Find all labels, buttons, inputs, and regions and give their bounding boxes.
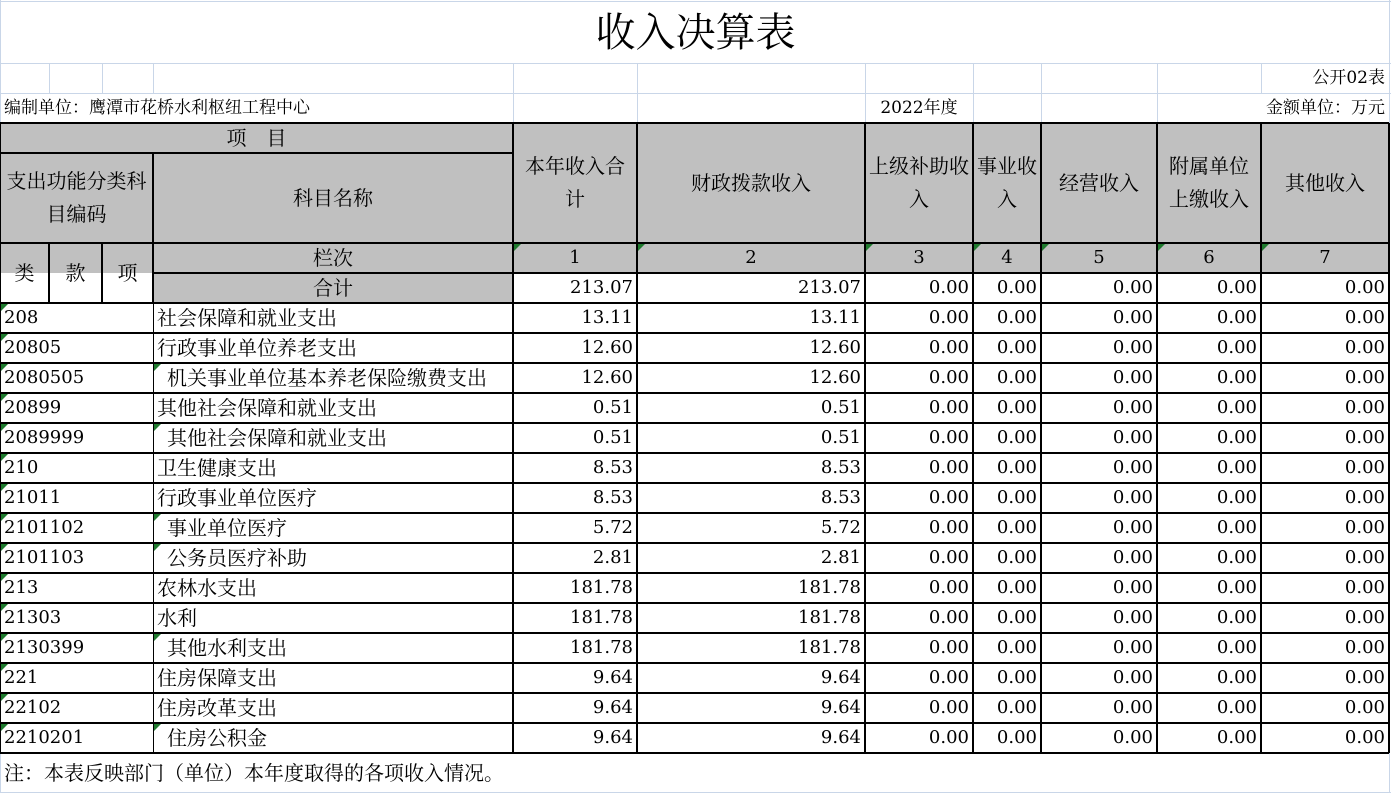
cell-marker-icon [1, 304, 8, 311]
row-value: 0.00 [1216, 607, 1257, 629]
row-value: 0.00 [1216, 697, 1257, 719]
row-value: 0.00 [1112, 577, 1153, 599]
row-value: 0.00 [1344, 697, 1385, 719]
cell-marker-icon [1, 394, 8, 401]
row-value: 0.00 [928, 577, 969, 599]
row-subject-name: 机关事业单位基本养老保险缴费支出 [167, 366, 487, 390]
row-value: 0.00 [1216, 547, 1257, 569]
header-fiscal-appropriation: 财政拨款收入 [691, 170, 811, 195]
row-value: 0.00 [996, 517, 1037, 539]
row-value: 12.60 [581, 337, 633, 359]
total-value: 213.07 [798, 277, 861, 299]
row-value: 181.78 [798, 577, 861, 599]
row-value: 0.00 [1112, 307, 1153, 329]
row-value: 0.00 [1344, 307, 1385, 329]
row-value: 0.00 [1344, 337, 1385, 359]
total-value: 0.00 [1216, 277, 1257, 299]
row-value: 12.60 [809, 367, 861, 389]
row-value: 12.60 [581, 367, 633, 389]
page-title: 收入决算表 [595, 9, 796, 56]
cell-marker-icon [1, 574, 8, 581]
cell-marker-icon [154, 424, 161, 431]
row-value: 9.64 [820, 667, 861, 689]
row-subject-name: 卫生健康支出 [157, 456, 277, 480]
row-value: 0.00 [1344, 577, 1385, 599]
row-value: 8.53 [592, 487, 633, 509]
row-value: 0.00 [1344, 727, 1385, 749]
row-value: 0.00 [996, 637, 1037, 659]
row-value: 0.00 [1112, 487, 1153, 509]
row-value: 0.00 [1344, 667, 1385, 689]
row-value: 0.00 [1344, 547, 1385, 569]
cell-marker-icon [1, 724, 8, 731]
cell-marker-icon [1, 424, 8, 431]
compiling-unit: 编制单位：鹰潭市花桥水利枢纽工程中心 [4, 97, 310, 118]
row-value: 0.51 [820, 397, 861, 419]
cell-marker-icon [1, 694, 8, 701]
cell-marker-icon [1, 514, 8, 521]
row-value: 0.00 [928, 427, 969, 449]
row-code: 20805 [4, 337, 62, 359]
row-subject-name: 其他社会保障和就业支出 [157, 396, 377, 420]
row-value: 181.78 [570, 637, 633, 659]
total-value: 213.07 [570, 277, 633, 299]
header-affiliated-remit: 附属单位上缴收入 [1169, 154, 1249, 211]
row-value: 0.00 [928, 727, 969, 749]
row-value: 0.00 [996, 307, 1037, 329]
row-value: 0.00 [1216, 307, 1257, 329]
cell-marker-icon [514, 244, 521, 251]
row-subject-name: 行政事业单位医疗 [157, 486, 317, 510]
row-value: 2.81 [820, 547, 861, 569]
total-value: 0.00 [1112, 277, 1153, 299]
form-code: 公开02表 [1312, 67, 1385, 88]
row-code: 21011 [4, 487, 62, 509]
cell-marker-icon [638, 244, 645, 251]
row-value: 9.64 [820, 697, 861, 719]
row-value: 0.00 [1112, 667, 1153, 689]
row-value: 0.00 [1112, 637, 1153, 659]
cell-marker-icon [154, 364, 161, 371]
row-subject-name: 住房公积金 [167, 726, 267, 750]
row-value: 5.72 [592, 517, 633, 539]
row-subject-name: 公务员医疗补助 [167, 546, 307, 570]
cell-marker-icon [974, 244, 981, 251]
row-value: 0.00 [1112, 547, 1153, 569]
row-code: 2089999 [4, 427, 85, 449]
row-value: 9.64 [592, 697, 633, 719]
row-subject-name: 住房改革支出 [157, 696, 277, 720]
header-item: 项 目 [226, 126, 287, 150]
row-code: 2101102 [4, 517, 85, 539]
row-value: 0.00 [996, 427, 1037, 449]
cell-marker-icon [1, 454, 8, 461]
row-value: 0.00 [996, 577, 1037, 599]
row-value: 0.00 [1216, 427, 1257, 449]
row-value: 0.00 [1344, 487, 1385, 509]
row-value: 0.00 [1216, 517, 1257, 539]
row-code: 2101103 [4, 547, 85, 569]
row-value: 0.00 [1112, 397, 1153, 419]
row-value: 0.00 [928, 397, 969, 419]
row-code: 2210201 [4, 727, 85, 749]
total-value: 0.00 [996, 277, 1037, 299]
header-superior-subsidy: 上级补助收入 [869, 154, 969, 211]
total-value: 0.00 [1344, 277, 1385, 299]
row-value: 0.00 [1344, 517, 1385, 539]
row-value: 0.00 [928, 667, 969, 689]
header-func-code: 支出功能分类科目编码 [6, 169, 147, 226]
row-value: 0.00 [928, 607, 969, 629]
cell-marker-icon [1, 334, 8, 341]
row-subject-name: 农林水支出 [157, 576, 257, 600]
total-label: 合计 [313, 276, 353, 300]
row-code: 22102 [4, 697, 62, 719]
cell-marker-icon [154, 634, 161, 641]
row-value: 0.00 [996, 547, 1037, 569]
cell-marker-icon [154, 544, 161, 551]
row-code: 221 [4, 667, 39, 689]
cell-marker-icon [1262, 244, 1269, 251]
row-value: 0.00 [928, 697, 969, 719]
header-business-income: 事业收入 [977, 154, 1037, 211]
row-value: 0.00 [996, 367, 1037, 389]
row-value: 0.00 [996, 337, 1037, 359]
row-value: 0.00 [996, 697, 1037, 719]
row-value: 9.64 [592, 667, 633, 689]
row-value: 0.00 [1112, 727, 1153, 749]
column-number: 4 [1001, 247, 1013, 269]
row-code: 20899 [4, 397, 62, 419]
row-value: 0.00 [996, 667, 1037, 689]
row-value: 0.51 [592, 397, 633, 419]
row-value: 181.78 [570, 607, 633, 629]
row-code: 210 [4, 457, 39, 479]
row-value: 13.11 [581, 307, 633, 329]
row-value: 0.00 [1344, 637, 1385, 659]
row-value: 0.00 [1344, 427, 1385, 449]
row-value: 181.78 [570, 577, 633, 599]
column-number: 7 [1319, 247, 1331, 269]
row-value: 0.00 [1112, 367, 1153, 389]
row-value: 0.00 [1216, 337, 1257, 359]
header-lei: 类 [14, 261, 35, 285]
row-value: 0.00 [928, 367, 969, 389]
row-subject-name: 其他社会保障和就业支出 [167, 426, 387, 450]
row-subject-name: 水利 [157, 606, 197, 630]
row-value: 0.00 [1112, 427, 1153, 449]
row-code: 208 [4, 307, 39, 329]
row-value: 0.00 [1112, 697, 1153, 719]
column-number: 3 [913, 247, 925, 269]
row-value: 0.00 [996, 607, 1037, 629]
cell-marker-icon [866, 244, 873, 251]
row-value: 0.00 [1344, 367, 1385, 389]
row-value: 8.53 [820, 457, 861, 479]
row-value: 0.00 [928, 307, 969, 329]
row-value: 0.00 [1216, 367, 1257, 389]
cell-marker-icon [1, 364, 8, 371]
row-value: 0.00 [1216, 637, 1257, 659]
row-subject-name: 事业单位医疗 [167, 516, 287, 540]
row-value: 12.60 [809, 337, 861, 359]
row-value: 181.78 [798, 637, 861, 659]
row-value: 0.00 [996, 397, 1037, 419]
header-total-income: 本年收入合计 [525, 154, 625, 211]
header-xiang: 项 [117, 261, 138, 285]
row-value: 0.00 [1216, 397, 1257, 419]
header-subject-name: 科目名称 [293, 186, 373, 210]
header-kuan: 款 [65, 261, 86, 285]
cell-marker-icon [154, 514, 161, 521]
row-value: 0.00 [1216, 727, 1257, 749]
header-lanci: 栏次 [313, 246, 353, 270]
row-value: 0.00 [1344, 457, 1385, 479]
cell-marker-icon [1, 484, 8, 491]
row-value: 0.00 [928, 517, 969, 539]
row-code: 2080505 [4, 367, 85, 389]
row-subject-name: 其他水利支出 [167, 636, 287, 660]
row-value: 0.00 [928, 457, 969, 479]
cell-marker-icon [1, 664, 8, 671]
row-value: 0.00 [928, 337, 969, 359]
cell-marker-icon [1, 544, 8, 551]
row-value: 0.00 [928, 637, 969, 659]
row-value: 0.51 [820, 427, 861, 449]
row-value: 8.53 [592, 457, 633, 479]
row-subject-name: 社会保障和就业支出 [157, 306, 337, 330]
row-subject-name: 行政事业单位养老支出 [157, 336, 357, 360]
row-value: 13.11 [809, 307, 861, 329]
row-value: 9.64 [820, 727, 861, 749]
row-value: 0.00 [996, 487, 1037, 509]
row-code: 21303 [4, 607, 62, 629]
column-number: 1 [569, 247, 581, 269]
row-value: 0.00 [996, 457, 1037, 479]
row-value: 5.72 [820, 517, 861, 539]
row-value: 181.78 [798, 607, 861, 629]
row-value: 0.51 [592, 427, 633, 449]
total-value: 0.00 [928, 277, 969, 299]
row-subject-name: 住房保障支出 [157, 666, 277, 690]
row-value: 0.00 [928, 547, 969, 569]
row-value: 0.00 [1344, 397, 1385, 419]
row-code: 213 [4, 577, 39, 599]
row-code: 2130399 [4, 637, 85, 659]
row-value: 2.81 [592, 547, 633, 569]
header-operating-income: 经营收入 [1059, 170, 1139, 195]
row-value: 0.00 [1216, 457, 1257, 479]
amount-unit: 金额单位：万元 [1266, 97, 1385, 118]
column-number: 6 [1203, 247, 1215, 269]
column-number: 2 [745, 247, 757, 269]
row-value: 0.00 [1216, 577, 1257, 599]
cell-marker-icon [1158, 244, 1165, 251]
row-value: 0.00 [996, 727, 1037, 749]
row-value: 0.00 [1112, 457, 1153, 479]
row-value: 0.00 [1216, 487, 1257, 509]
row-value: 8.53 [820, 487, 861, 509]
cell-marker-icon [1, 634, 8, 641]
row-value: 0.00 [1344, 607, 1385, 629]
cell-marker-icon [1, 604, 8, 611]
row-value: 0.00 [928, 487, 969, 509]
row-value: 0.00 [1112, 337, 1153, 359]
row-value: 0.00 [1112, 517, 1153, 539]
row-value: 0.00 [1216, 667, 1257, 689]
row-value: 9.64 [592, 727, 633, 749]
cell-marker-icon [154, 724, 161, 731]
report-year: 2022年度 [880, 97, 958, 118]
column-number: 5 [1093, 247, 1105, 269]
row-value: 0.00 [1112, 607, 1153, 629]
cell-marker-icon [1042, 244, 1049, 251]
header-other-income: 其他收入 [1285, 170, 1365, 195]
footnote: 注：本表反映部门（单位）本年度取得的各项收入情况。 [4, 761, 504, 785]
